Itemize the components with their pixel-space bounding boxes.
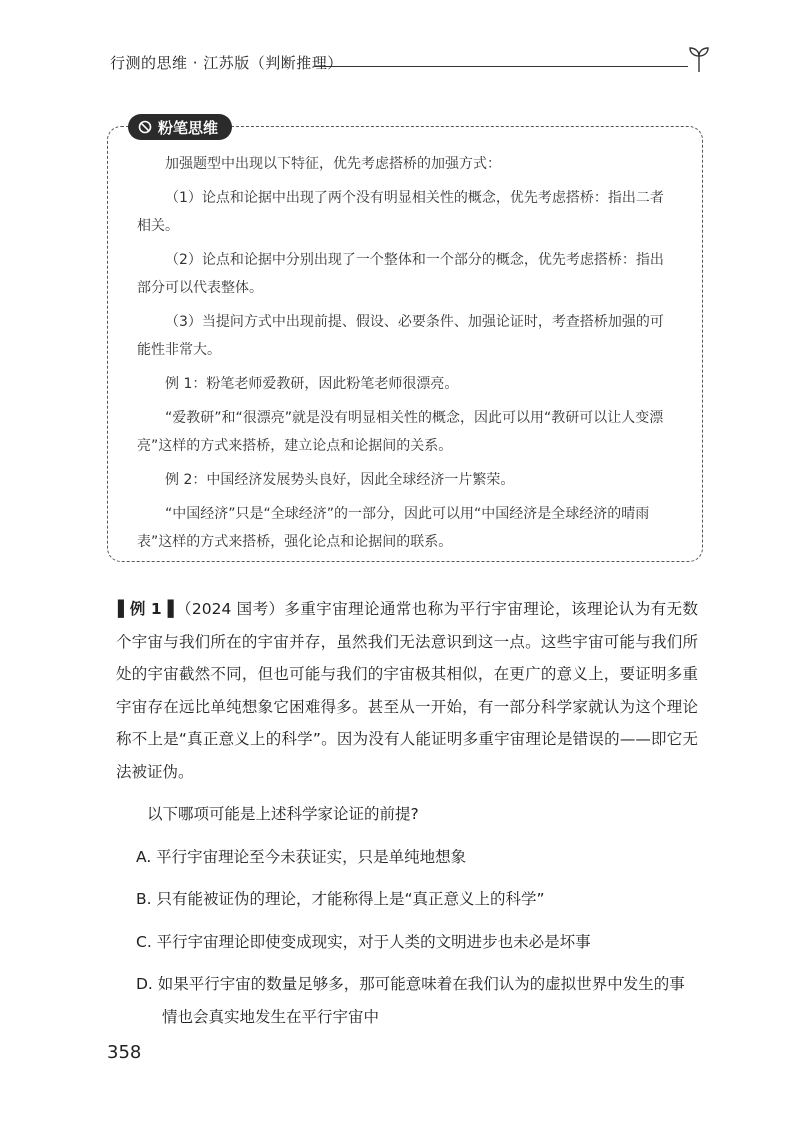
question-block: [116, 593, 698, 1033]
page-header: [110, 48, 710, 80]
tip-paragraph: （3）当提问方式中出现前提、假设、必要条件、加强论证时，考查搭桥加强的可能性非常大。: [137, 314, 664, 358]
question-stem: （2024 国考）多重宇宙理论通常也称为平行宇宙理论，该理论认为有无数个宇宙与我们所在的宇宙并存，虽然我们无法意识到这一点。这些宇宙可能与我们所处的宇宙截然不同，但也可能与我们的宇宙极其相似，在更广的意义上，要证明多重宇宙存在远比单纯想象它困难得多。甚至从一开始，有一部分科学家就认为这个理论称不上是“真正意义上的科学”。因为没有人能证明多重宇宙理论是错误的——即它无法被证伪。: [116, 600, 698, 781]
tip-paragraph: 加强题型中出现以下特征，优先考虑搭桥的加强方式：: [165, 156, 501, 172]
question-ask: 以下哪项可能是上述科学家论证的前提?: [147, 805, 419, 823]
tip-paragraph: （2）论点和论据中分别出现了一个整体和一个部分的概念，优先考虑搭桥：指出部分可以代表整体。: [137, 252, 664, 296]
header-rule: [315, 66, 688, 67]
tip-badge: [128, 114, 232, 140]
header-title: 行测的思维 · 江苏版（判断推理）: [110, 54, 343, 72]
ban-icon: [138, 120, 152, 134]
tip-badge-label: 粉笔思维: [158, 118, 219, 137]
page-number: 358: [107, 1042, 142, 1063]
tip-paragraph: 例 2：中国经济发展势头良好，因此全球经济一片繁荣。: [165, 472, 515, 488]
tip-paragraph: （1）论点和论据中出现了两个没有明显相关性的概念，优先考虑搭桥：指出二者相关。: [137, 190, 664, 234]
option-a: A. 平行宇宙理论至今未获证实，只是单纯地想象: [136, 847, 467, 866]
option-d: D. 如果平行宇宙的数量足够多，那可能意味着在我们认为的虚拟世界中发生的事情也会真实地发生在平行宇宙中: [136, 975, 685, 1026]
option-b: B. 只有能被证伪的理论，才能称得上是“真正意义上的科学”: [136, 890, 545, 908]
question-label: ▌例 1▐: [118, 600, 174, 618]
tip-paragraph: “中国经济”只是“全球经济”的一部分，因此可以用“中国经济是全球经济的晴雨表”这样的方式来搭桥，强化论点和论据间的联系。: [137, 506, 650, 550]
tip-paragraph: “爱教研”和“很漂亮”就是没有明显相关性的概念，因此可以用“教研可以让人变漂亮”这样的方式来搭桥，建立论点和论据间的关系。: [137, 410, 664, 454]
option-c: C. 平行宇宙理论即使变成现实，对于人类的文明进步也未必是坏事: [136, 932, 591, 951]
sprout-icon: [688, 44, 710, 74]
question-stem-paragraph: [116, 593, 698, 788]
tip-content: [137, 150, 677, 562]
tip-paragraph: 例 1：粉笔老师爱教研，因此粉笔老师很漂亮。: [165, 376, 459, 392]
